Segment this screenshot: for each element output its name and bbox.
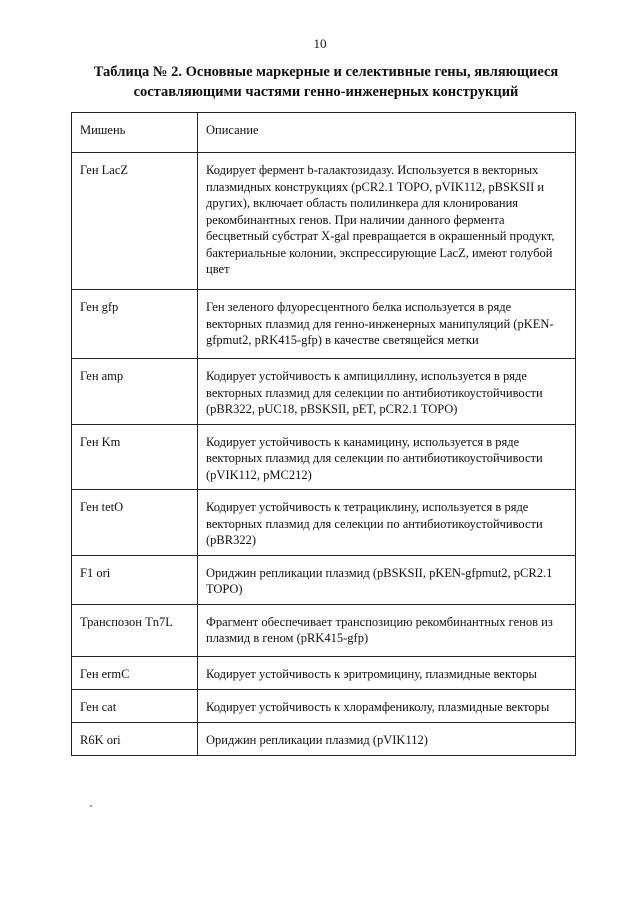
row-description: Фрагмент обеспечивает транспозицию рекомбинантных генов из плазмид в геном (pRK415-gfp) bbox=[198, 604, 576, 656]
table-row bbox=[72, 689, 576, 722]
table-row bbox=[72, 290, 576, 359]
table-title-line-1: Таблица № 2. Основные маркерные и селективные гены, являющиеся bbox=[93, 64, 559, 80]
row-description: Кодирует устойчивость к хлорамфениколу, плазмидные векторы bbox=[198, 689, 576, 722]
page-number: 10 bbox=[313, 36, 327, 51]
table-row bbox=[72, 722, 576, 755]
row-description: Ориджин репликации плазмид (pVIK112) bbox=[198, 722, 576, 755]
table-title-line-2: составляющими частями генно-инженерных конструкций bbox=[133, 84, 519, 100]
table-row bbox=[72, 153, 576, 290]
table-row bbox=[72, 490, 576, 556]
table-header-row bbox=[72, 113, 576, 153]
row-target: F1 ori bbox=[72, 555, 198, 604]
table-row bbox=[72, 359, 576, 425]
row-target: Ген Km bbox=[72, 424, 198, 490]
row-description: Кодирует фермент b-галактозидазу. Используется в векторных плазмидных конструкциях (pCR2.1 TOPO, pVIK112, pBSKSII и других), включает область полилинкера для клонирования рекомбинантных генов. При наличии данного фермента бесцветный субстрат X-gal превращается в окрашенный продукт, бактериальные колонии, экспрессирующие LacZ, имеют голубой цвет bbox=[198, 153, 576, 290]
row-target: Ген tetO bbox=[72, 490, 198, 556]
row-target: R6K ori bbox=[72, 722, 198, 755]
markers-table bbox=[71, 112, 576, 756]
scan-speck bbox=[90, 805, 92, 807]
row-description: Кодирует устойчивость к канамицину, используется в ряде векторных плазмид для селекции по антибиотикоустойчивости (pVIK112, pMC212) bbox=[198, 424, 576, 490]
table-row bbox=[72, 424, 576, 490]
table-row bbox=[72, 555, 576, 604]
row-description: Кодирует устойчивость к ампициллину, используется в ряде векторных плазмид для селекции по антибиотикоустойчивости (pBR322, pUC18, pBSKSII, pET, pCR2.1 TOPO) bbox=[198, 359, 576, 425]
row-target: Ген gfp bbox=[72, 290, 198, 359]
row-target: Ген ermC bbox=[72, 656, 198, 689]
table-title bbox=[60, 62, 592, 102]
row-description: Ген зеленого флуоресцентного белка используется в ряде векторных плазмид для генно-инженерных манипуляций (pKEN-gfpmut2, pRK415-gfp) в качестве светящейся метки bbox=[198, 290, 576, 359]
row-description: Кодирует устойчивость к тетрациклину, используется в ряде векторных плазмид для селекции по антибиотикоустойчивости (pBR322) bbox=[198, 490, 576, 556]
table-row bbox=[72, 656, 576, 689]
row-description: Ориджин репликации плазмид (pBSKSII, pKEN-gfpmut2, pCR2.1 TOPO) bbox=[198, 555, 576, 604]
column-header-target: Мишень bbox=[72, 113, 198, 153]
row-description: Кодирует устойчивость к эритромицину, плазмидные векторы bbox=[198, 656, 576, 689]
row-target: Ген cat bbox=[72, 689, 198, 722]
row-target: Ген amp bbox=[72, 359, 198, 425]
table-row bbox=[72, 604, 576, 656]
row-target: Ген LacZ bbox=[72, 153, 198, 290]
column-header-description: Описание bbox=[198, 113, 576, 153]
row-target: Транспозон Tn7L bbox=[72, 604, 198, 656]
